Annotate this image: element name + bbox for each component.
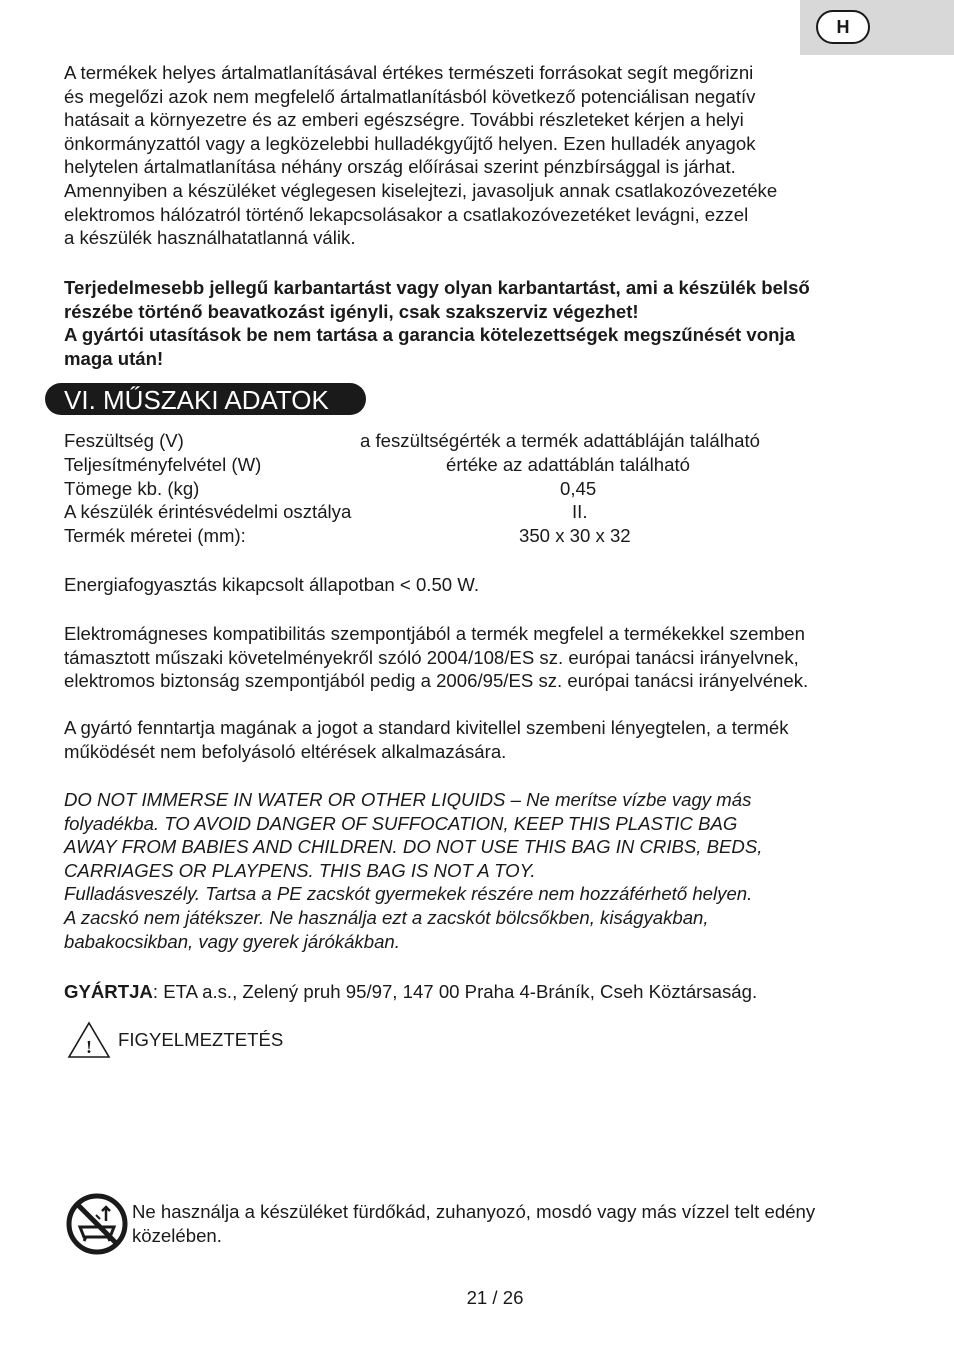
disposal-paragraph: [64, 61, 904, 250]
producer-label: GYÁRTJA: [64, 981, 153, 1002]
warning-triangle-icon: [67, 1020, 111, 1060]
text-line: DO NOT IMMERSE IN WATER OR OTHER LIQUIDS – Ne merítse vízbe vagy más: [64, 789, 752, 810]
text-line: Ne használja a készüléket fürdőkád, zuhanyozó, mosdó vagy más vízzel telt edény: [132, 1201, 816, 1222]
text-line: Energiafogyasztás kikapcsolt állapotban < 0.50 W.: [64, 574, 479, 595]
text-line: és megelőzi azok nem megfelelő ártalmatlanításból következő potenciálisan negatív: [64, 85, 756, 107]
spec-label: Teljesítményfelvétel (W): [64, 454, 262, 475]
text-line: folyadékba. TO AVOID DANGER OF SUFFOCATION, KEEP THIS PLASTIC BAG: [64, 812, 738, 834]
spec-value: 0,45: [560, 478, 597, 499]
text-line: támasztott műszaki követelményekről szóló 2004/108/ES sz. európai tanácsi irányelvnek,: [64, 646, 799, 668]
text-line: A termékek helyes ártalmatlanításával értékes természeti forrásokat segít megőrizni: [64, 62, 754, 83]
text-line: A gyártói utasítások be nem tartása a garancia kötelezettségek megszűnését vonja: [64, 324, 795, 346]
language-tab: [800, 0, 954, 55]
spec-row: [64, 477, 904, 501]
text-line: működését nem befolyásoló eltérések alkalmazására.: [64, 740, 507, 762]
producer-address: : ETA a.s., Zelený pruh 95/97, 147 00 Praha 4-Bráník, Cseh Köztársaság.: [152, 981, 758, 1002]
text-line: Elektromágneses kompatibilitás szempontjából a termék megfelel a termékekkel szemben: [64, 623, 805, 644]
text-line: Terjedelmesebb jellegű karbantartást vagy olyan karbantartást, ami a készülék belső: [64, 277, 810, 298]
maintenance-warning: [64, 276, 904, 370]
text-line: Fulladásveszély. Tartsa a PE zacskót gyermekek részére nem hozzáférhető helyen.: [64, 883, 753, 905]
no-bathtub-warning: [132, 1200, 912, 1247]
spec-row: [64, 429, 904, 453]
no-bathtub-icon: [66, 1193, 128, 1255]
text-line: A zacskó nem játékszer. Ne használja ezt a zacskót bölcsőkben, kiságyakban,: [64, 906, 709, 928]
spec-row: [64, 453, 904, 477]
text-line: elektromos hálózatról történő lekapcsolásakor a csatlakozóvezetéket levágni, ezzel: [64, 203, 749, 225]
producer-info: [64, 980, 904, 1004]
spec-label: Tömege kb. (kg): [64, 478, 200, 499]
plastic-bag-warning: [64, 788, 904, 953]
text-line: A gyártó fenntartja magának a jogot a standard kivitellel szembeni lényegtelen, a termék: [64, 717, 789, 738]
spec-row: [64, 500, 904, 524]
spec-label: A készülék érintésvédelmi osztálya: [64, 501, 352, 522]
text-line: részébe történő beavatkozást igényli, csak szakszerviz végezhet!: [64, 300, 639, 322]
warning-label: FIGYELMEZTETÉS: [118, 1029, 284, 1050]
manufacturer-rights: [64, 716, 904, 763]
spec-value: 350 x 30 x 32: [519, 525, 631, 546]
energy-consumption: [64, 573, 904, 597]
spec-label: Termék méretei (mm):: [64, 525, 246, 546]
spec-value: a feszültségérték a termék adattábláján található: [360, 430, 761, 451]
text-line: önkormányzattól vagy a legközelebbi hulladékgyűjtő helyen. Ezen hulladék anyagok: [64, 132, 756, 154]
text-line: babakocsikban, vagy gyerek járókákban.: [64, 930, 400, 952]
text-line: Amennyiben a készüléket véglegesen kiselejtezi, javasoljuk annak csatlakozóvezetéke: [64, 179, 778, 201]
text-line: CARRIAGES OR PLAYPENS. THIS BAG IS NOT A TOY.: [64, 859, 536, 881]
text-line: AWAY FROM BABIES AND CHILDREN. DO NOT USE THIS BAG IN CRIBS, BEDS,: [64, 836, 763, 858]
text-line: elektromos biztonság szempontjából pedig a 2006/95/ES sz. európai tanácsi irányelvének.: [64, 670, 809, 692]
spec-value: II.: [572, 501, 588, 522]
page-number: 21 / 26: [466, 1287, 524, 1308]
text-line: hatásait a környezetre és az emberi egészségre. További részleteket kérjen a helyi: [64, 109, 744, 131]
spec-label: Feszültség (V): [64, 430, 184, 451]
text-line: maga után!: [64, 347, 164, 369]
text-line: a készülék használhatatlanná válik.: [64, 227, 356, 249]
section-title: VI. MŰSZAKI ADATOK: [45, 383, 366, 415]
text-line: helytelen ártalmatlanítása néhány ország előírásai szerint pénzbírsággal is járhat.: [64, 156, 736, 178]
svg-text:!: !: [86, 1037, 92, 1057]
emc-paragraph: [64, 622, 904, 693]
spec-value: értéke az adattáblán található: [446, 454, 690, 475]
text-line: közelében.: [132, 1224, 222, 1246]
spec-row: [64, 524, 904, 548]
producer-line: [64, 980, 904, 1004]
language-badge: H: [816, 10, 870, 44]
